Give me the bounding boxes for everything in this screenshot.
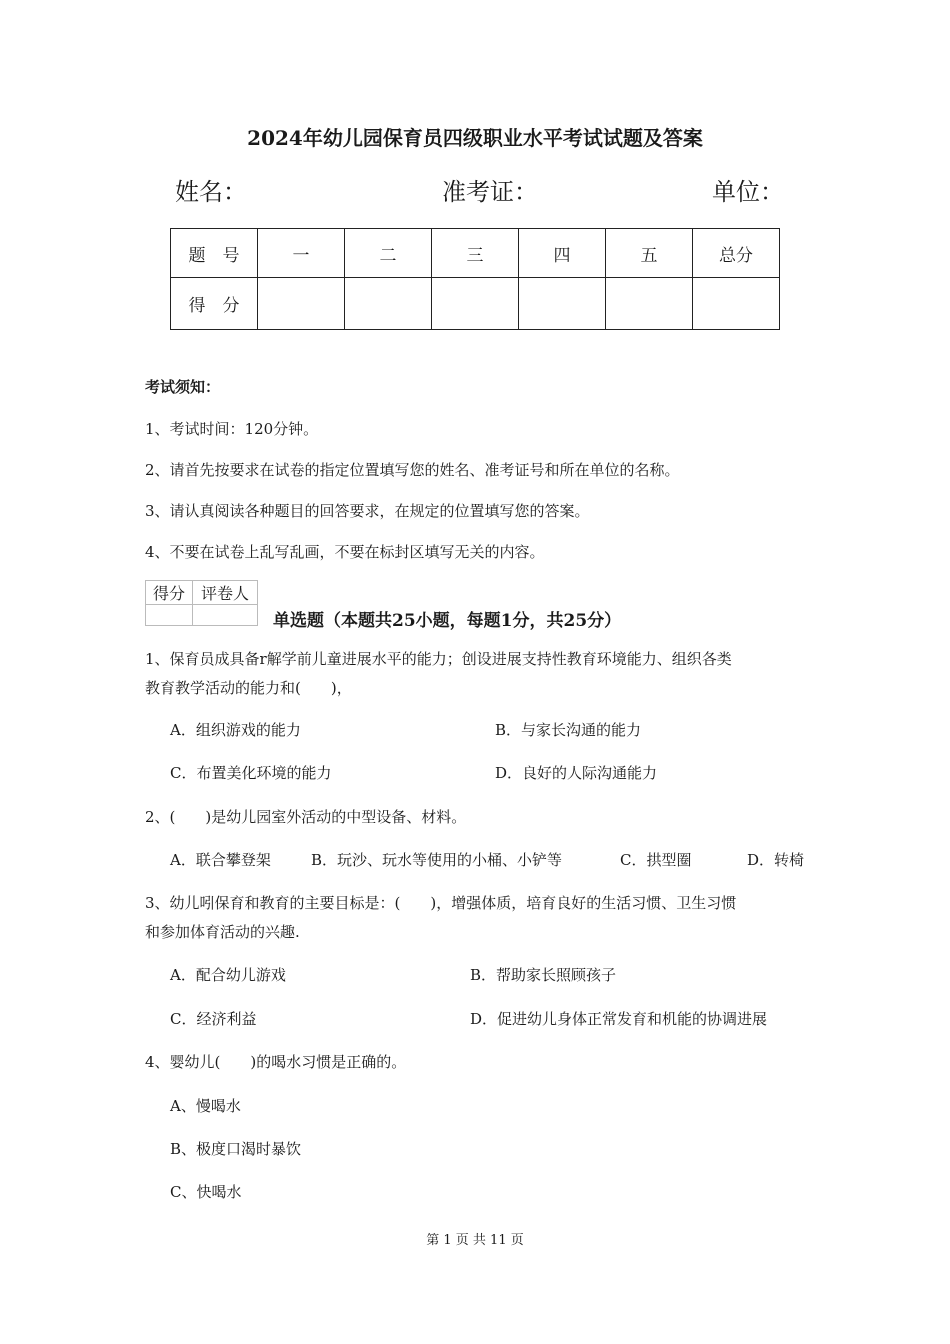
unit-field-label: 单位：	[712, 178, 784, 206]
question-3-option-c: C．经济利益	[170, 1010, 257, 1028]
question-2-option-a: A．联合攀登架	[170, 851, 271, 869]
question-4-stem: 4、婴幼儿( )的喝水习惯是正确的。	[145, 1053, 407, 1071]
question-3-option-a: A．配合幼儿游戏	[170, 966, 286, 984]
question-2-option-b: B．玩沙、玩水等使用的小桶、小铲等	[311, 851, 563, 869]
score-table-header-cell: 一	[258, 229, 345, 278]
notice-item: 4、不要在试卷上乱写乱画，不要在标封区填写无关的内容。	[145, 543, 545, 561]
question-3-stem-cont: 和参加体育活动的兴趣.	[145, 923, 300, 941]
score-table-header-cell: 总分	[693, 229, 780, 278]
score-table-header-cell: 五	[606, 229, 693, 278]
document-title: 2024年幼儿园保育员四级职业水平考试试题及答案	[247, 126, 703, 150]
question-1-option-c: C．布置美化环境的能力	[170, 764, 332, 782]
score-table-header-row	[171, 229, 780, 278]
grader-box	[145, 580, 258, 626]
score-cell-empty	[345, 278, 432, 330]
question-4-option-b: B、极度口渴时暴饮	[170, 1140, 302, 1158]
grader-score-cell	[146, 605, 193, 626]
score-cell-empty	[432, 278, 519, 330]
question-3-option-b: B．帮助家长照顾孩子	[470, 966, 617, 984]
question-2-option-d: D．转椅	[747, 851, 805, 869]
score-cell-empty	[519, 278, 606, 330]
name-field-label: 姓名：	[175, 178, 247, 206]
score-table	[170, 228, 780, 330]
question-4-option-a: A、慢喝水	[170, 1097, 241, 1115]
question-1-option-d: D．良好的人际沟通能力	[495, 764, 658, 782]
score-table-score-row	[171, 278, 780, 330]
question-3-stem: 3、幼儿吲保育和教育的主要目标是：( )，增强体质，培育良好的生活习惯、卫生习惯	[145, 894, 737, 912]
page-footer: 第 1 页 共 11 页	[426, 1233, 524, 1248]
score-cell-empty	[693, 278, 780, 330]
score-table-header-cell: 题 号	[171, 229, 258, 278]
question-1-option-b: B．与家长沟通的能力	[495, 721, 642, 739]
question-4-option-c: C、快喝水	[170, 1183, 242, 1201]
notice-item: 3、请认真阅读各种题目的回答要求，在规定的位置填写您的答案。	[145, 502, 590, 520]
score-table-header-cell: 二	[345, 229, 432, 278]
score-cell-empty	[258, 278, 345, 330]
question-2-stem: 2、( )是幼儿园室外活动的中型设备、材料。	[145, 808, 467, 826]
question-1-stem: 1、保育员成具备r解学前儿童进展水平的能力；创设进展支持性教育环境能力、组织各类	[145, 650, 732, 668]
exam-number-field-label: 准考证：	[442, 178, 538, 206]
question-2-option-c: C．拱型圈	[620, 851, 692, 869]
grader-reviewer-label: 评卷人	[193, 581, 258, 605]
grader-reviewer-cell	[193, 605, 258, 626]
score-table-header-cell: 四	[519, 229, 606, 278]
notice-item: 2、请首先按要求在试卷的指定位置填写您的姓名、准考证号和所在单位的名称。	[145, 461, 680, 479]
question-1-stem-cont: 教育教学活动的能力和( )，	[145, 679, 352, 697]
notice-item: 1、考试时间：120分钟。	[145, 420, 319, 438]
question-1-option-a: A．组织游戏的能力	[170, 721, 301, 739]
grader-score-label: 得分	[146, 581, 193, 605]
notice-heading: 考试须知：	[145, 378, 221, 396]
section-title: 单选题（本题共25小题，每题1分，共25分）	[273, 611, 622, 631]
question-3-option-d: D．促进幼儿身体正常发育和机能的协调进展	[470, 1010, 768, 1028]
score-cell-empty	[606, 278, 693, 330]
score-row-label: 得 分	[171, 278, 258, 330]
score-table-header-cell: 三	[432, 229, 519, 278]
